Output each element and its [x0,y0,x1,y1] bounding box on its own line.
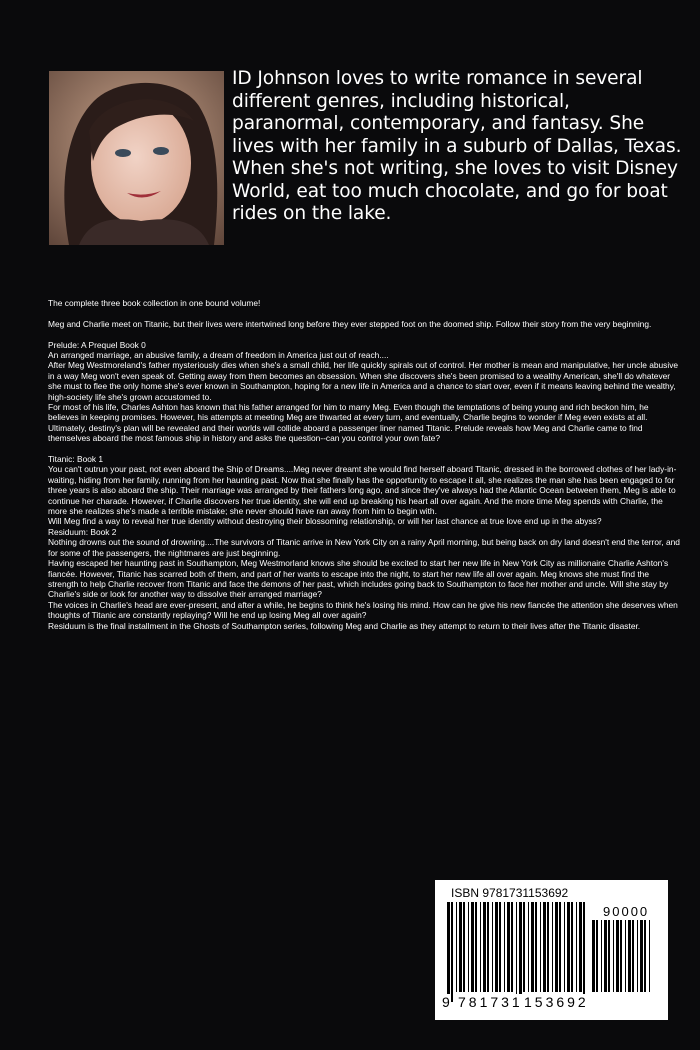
barcode-bar [451,902,453,1002]
barcode-bar [495,902,498,992]
barcode-bar [531,902,534,992]
barcode-bar [564,902,565,992]
barcode-bar [519,902,522,1002]
barcode-bar [576,902,577,992]
titanic-heading: Titanic: Book 1 [48,454,104,465]
barcode-bar [604,920,607,992]
prelude-paragraph: An arranged marriage, an abusive family, a dream of freedom in America just out of reach.... [48,350,389,360]
back-cover-blurb [48,298,680,631]
barcode-bar [523,902,525,992]
addon-number: 90000 [603,904,650,919]
barcode-bar [507,902,510,992]
residuum-paragraph: Having escaped her haunting past in Southampton, Meg Westmorland knows she should be excited to start her new life in New York City as millionaire Charlie Ashton's fiancée. However, Titanic has scarred both of them, and part of her wants to escape into the night, to start her new life all over again. Meg knows she must find the strength to help Charlie recover from Titanic and face the demons of her past, which includes going back to Southampton to face her mother and uncle. Will she stay by Charlie's side or look for another way to dissolve their arranged marriage? [48,558,669,600]
barcode-bar [487,902,489,992]
barcode-bar [447,902,450,1002]
barcode-bar [504,902,505,992]
author-bio: ID Johnson loves to write romance in several different genres, including historical, paranormal, contemporary, and fantasy. She lives with her family in a suburb of Dallas, Texas. When she's not writing, she loves to visit Disney World, eat too much chocolate, and go for boat rides on the lake. [232,68,682,224]
barcode-bar [540,902,541,992]
ean-first-digit: 9 [442,994,450,1010]
barcode-bar [547,902,549,992]
barcode-bar [632,920,634,992]
residuum-paragraph: The voices in Charlie's head are ever-present, and after a while, he begins to think he's losing his mind. How can he give his new fiancée the attention she deserves when thoughts of Titanic are constantly replaying? Will he end up losing Meg all over again? [48,599,678,621]
barcode-bar [608,920,610,992]
barcode-bar [567,902,570,992]
titanic-paragraph: Will Meg find a way to reveal her true identity without destroying their blossoming relationship, or will her last chance at true love end up in the abyss? [48,516,602,527]
ean13-barcode-icon [447,902,589,1002]
prelude-paragraph: Ultimately, destiny's plan will be revealed and their worlds will collide aboard a passenger liner named Titanic. Prelude reveals how Meg and Charlie came to find themselves aboard the most famous ship in history and asks the question--can you control your own fate? [48,422,643,444]
barcode-bar [628,920,631,992]
barcode-bar [552,902,553,992]
barcode-bar [579,902,582,992]
isbn-label: ISBN 9781731153692 [451,886,569,900]
barcode-bar [592,920,595,992]
ean-left-group: 781731 [458,994,523,1010]
residuum-paragraph: Nothing drowns out the sound of drowning....The survivors of Titanic arrive in New York City on a rainy April morning, but being back on dry land doesn't end the terror, and for some of the passengers, the nightmares are just beginning. [48,537,680,558]
residuum-heading: Residuum: Book 2 [48,526,117,537]
barcode-bar [596,920,598,992]
barcode-bar [555,902,558,992]
titanic-paragraph: You can't outrun your past, not even aboard the Ship of Dreams....Meg never dreamt she would find herself aboard Titanic, dressed in the borrowed clothes of her lady-in-waiting, hiding from her family, running from her haunting past. Now that she finally has the opportunity to escape it all, she realizes the man she has been engaged to for three years is also aboard the ship. Their marriage was arranged by their fathers long ago, and since they've always had the Atlantic Ocean between them, Meg is able to continue her charade. However, if Charlie discovers her true identity, she will end up breaking his heart all over again. And the more time Meg spends with Charlie, the more she realizes she's made a terrible mistake; she never should have ran away from him to begin with. [48,464,677,517]
barcode-bar [471,902,474,992]
barcode-bar [463,902,465,992]
barcode-bar [620,920,622,992]
barcode-bar [535,902,537,992]
barcode-bar [640,920,643,992]
prelude-heading: Prelude: A Prequel Book 0 [48,339,146,350]
blurb-summary: Meg and Charlie meet on Titanic, but their lives were intertwined long before they ever stepped foot on the doomed ship. Follow their story from the very beginning. [48,318,652,329]
barcode-bar [468,902,469,992]
barcode-bar [559,902,561,992]
barcode-bar [459,902,462,992]
barcode-bar [480,902,481,992]
barcode-bar [637,920,638,992]
barcode-bar [649,920,650,992]
barcode-bar [583,902,585,1002]
prelude-paragraph: For most of his life, Charles Ashton has known that his father arranged for him to marry Meg. Even though the temptations of being young and rich beckon him, he believes in keeping promises. However, his attempts at meeting Meg are thwarted at every turn, and eventually, Charlie begins to wonder if Meg even exists at all. [48,402,649,423]
barcode-bar [613,920,614,992]
barcode-bar [644,920,646,992]
blurb-intro: The complete three book collection in one bound volume! [48,298,261,308]
barcode-bar [492,902,493,992]
residuum-paragraph: Residuum is the final installment in the Ghosts of Southampton series, following Meg and Charlie as they attempt to return to their lives after the Titanic disaster. [48,620,641,631]
barcode-bar [528,902,529,992]
barcode-bar [483,902,486,992]
barcode-bar [511,902,513,992]
prelude-paragraph: After Meg Westmoreland's father mysteriously dies when she's a small child, her life quickly spirals out of control. Her mother is mean and manipulative, her uncle abusive in a way Meg won't even speak of. Getting away from them becomes an obsession. When she discovers she's been promised to a wealthy American, she'll do whatever she must to flee the only home she's ever known in Southampton, hoping for a new life in America and a chance to start over, even if it means leaving behind the wealthy, high-society life she's grown accustomed to. [48,360,679,402]
barcode-bar [616,920,619,992]
barcode-bar [516,902,517,1002]
barcode-bar [456,902,457,992]
barcode-bar [543,902,546,992]
barcode-bar [499,902,501,992]
author-portrait-icon [49,71,224,245]
ean-right-group: 153692 [524,994,589,1010]
author-photo [49,71,224,245]
barcode-bar [475,902,477,992]
barcode-bar [601,920,602,992]
barcode-box [435,880,668,1020]
barcode-bar [571,902,573,992]
addon-barcode-icon [592,920,654,1002]
barcode-bar [625,920,626,992]
